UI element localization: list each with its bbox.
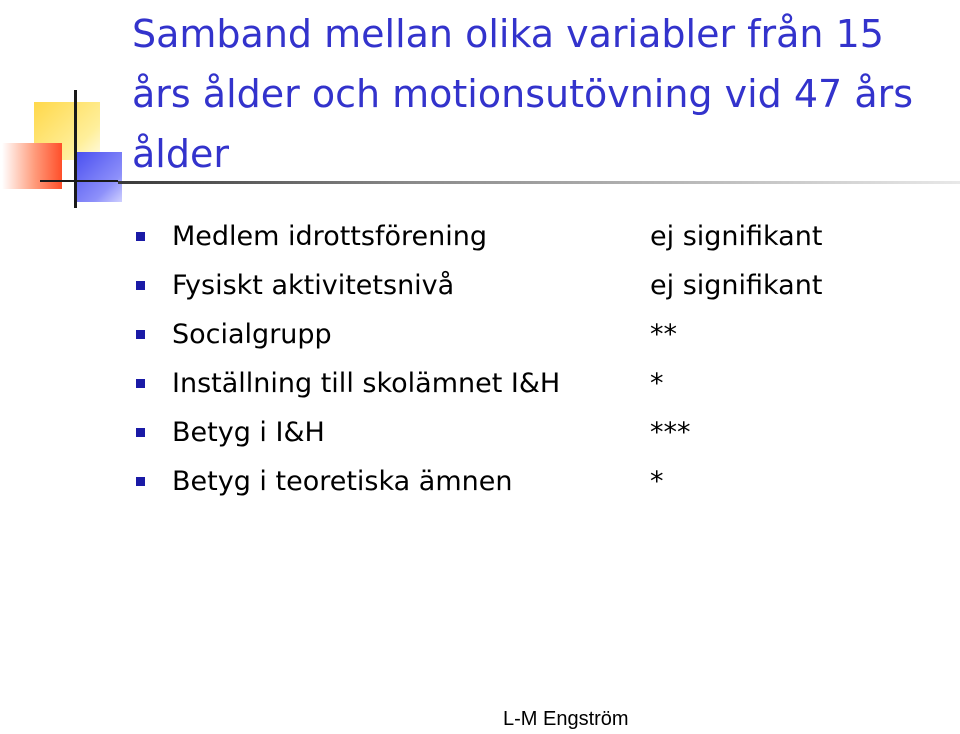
decoration-horizontal-line	[40, 180, 118, 182]
list-item	[132, 261, 932, 310]
square-bullet-icon	[136, 232, 145, 241]
variable-list	[132, 212, 932, 506]
list-item	[132, 457, 932, 506]
list-item	[132, 359, 932, 408]
significance-value: ***	[650, 417, 691, 448]
significance-value: *	[650, 368, 664, 399]
list-item	[132, 310, 932, 359]
author-footer: L-M Engström	[503, 708, 629, 730]
significance-value: *	[650, 466, 664, 497]
decoration-vertical-line	[74, 90, 77, 208]
decoration-red-square	[2, 143, 62, 189]
square-bullet-icon	[136, 477, 145, 486]
significance-value: ej signifikant	[650, 221, 823, 252]
square-bullet-icon	[136, 330, 145, 339]
square-bullet-icon	[136, 379, 145, 388]
square-bullet-icon	[136, 281, 145, 290]
list-item	[132, 408, 932, 457]
variable-label: Betyg i I&H	[172, 417, 325, 448]
variable-label: Inställning till skolämnet I&H	[172, 368, 561, 399]
significance-value: ej signifikant	[650, 270, 823, 301]
significance-value: **	[650, 319, 677, 350]
slide-title: Samband mellan olika variabler från 15 års ålder och motionsutövning vid 47 års ålder	[132, 12, 914, 176]
variable-label: Betyg i teoretiska ämnen	[172, 466, 513, 497]
title-underline	[118, 181, 960, 184]
decoration-blue-square	[76, 152, 122, 202]
square-bullet-icon	[136, 428, 145, 437]
variable-label: Socialgrupp	[172, 319, 332, 350]
variable-label: Fysiskt aktivitetsnivå	[172, 270, 455, 301]
list-item	[132, 212, 932, 261]
corner-decoration	[0, 0, 140, 210]
variable-label: Medlem idrottsförening	[172, 221, 487, 252]
